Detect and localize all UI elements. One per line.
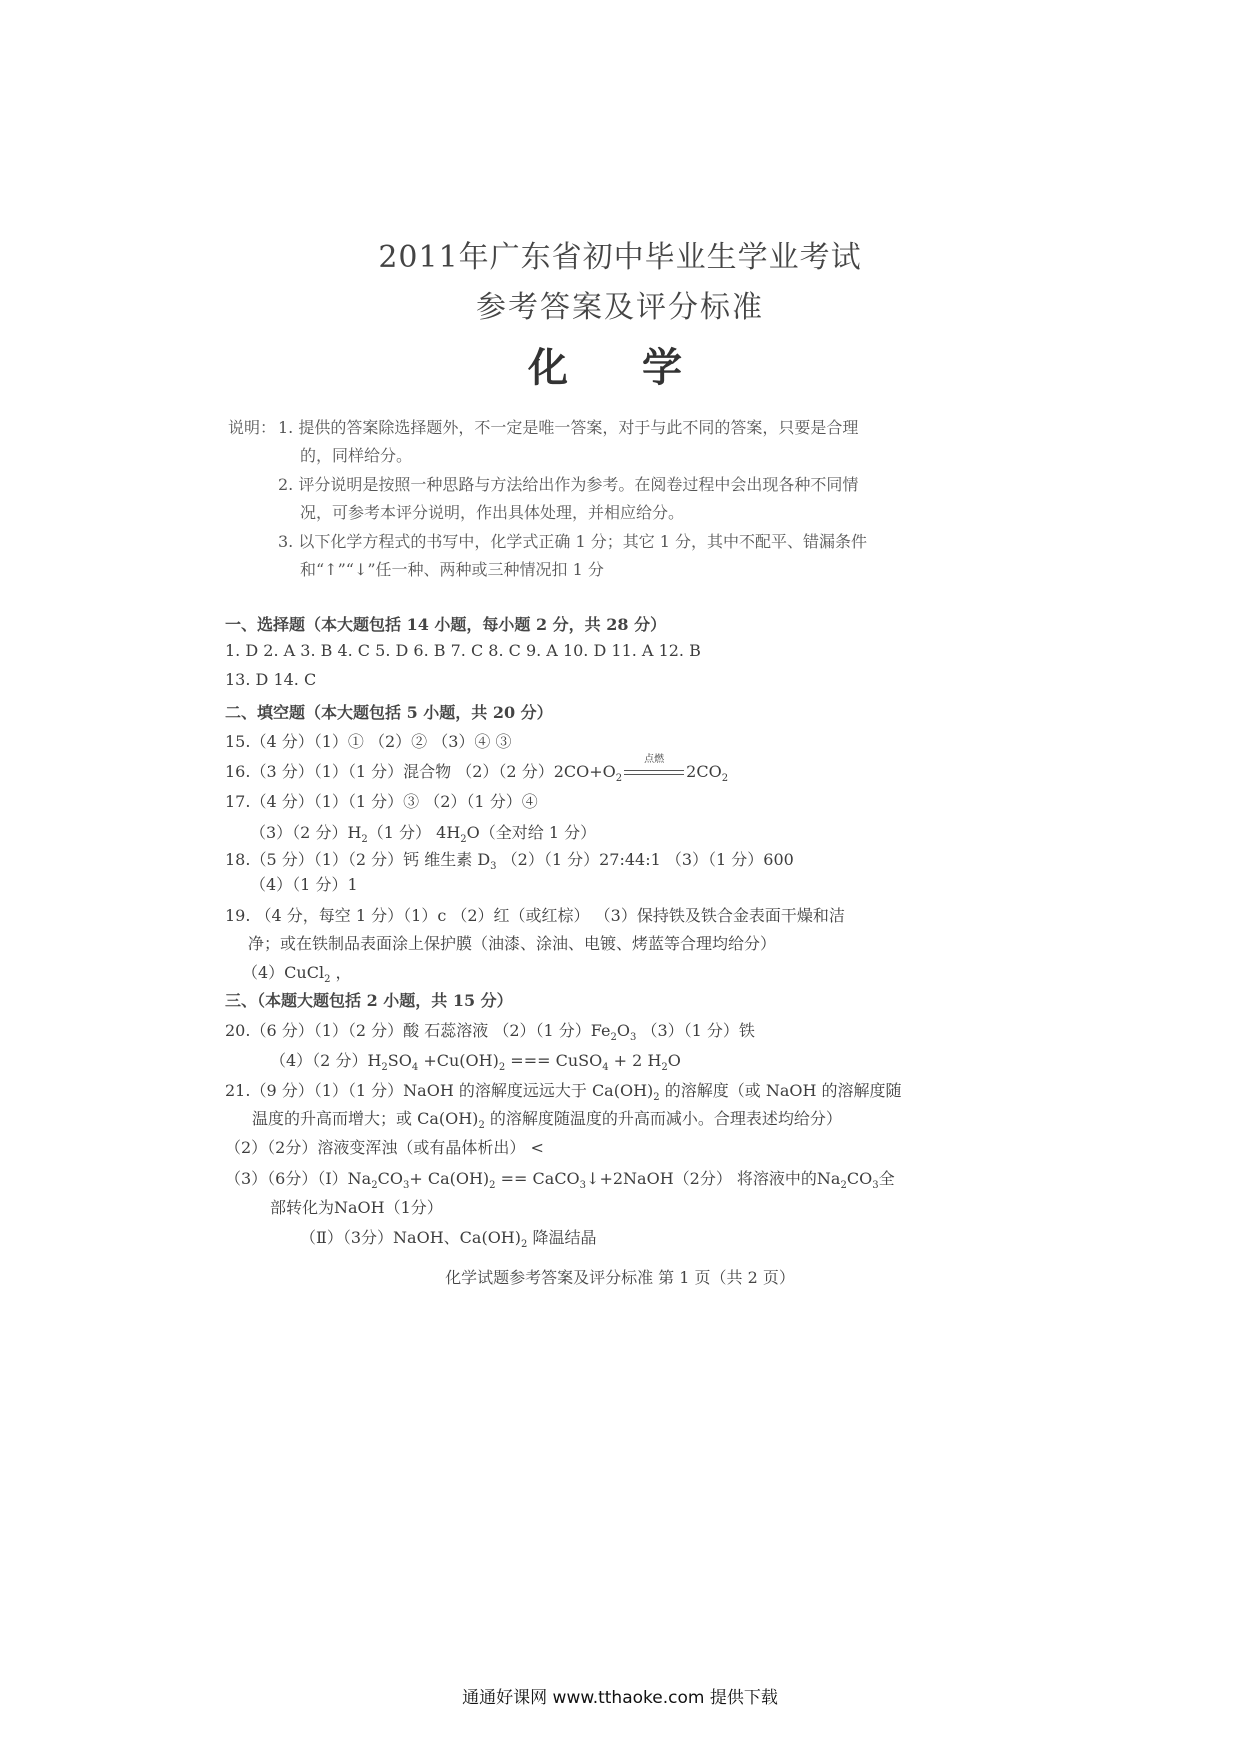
- q20-sub2: 3: [629, 1032, 637, 1044]
- q21-d-6: CO: [846, 1169, 873, 1188]
- q21-d-sub3: 2: [489, 1180, 496, 1192]
- q21-d-3: + Ca(OH): [409, 1169, 490, 1188]
- q21-d-sub1: 2: [371, 1180, 378, 1192]
- q20-part2: O: [616, 1021, 630, 1040]
- note-2-line-2: 况，可参考本评分说明，作出具体处理，并相应给分。: [300, 503, 685, 522]
- q19-answer-line-3: [242, 960, 352, 985]
- q21-a-part1: 21.（9 分）（1）（1 分）NaOH 的溶解度远远大于 Ca(OH): [225, 1081, 654, 1100]
- note-3-line-2: 和“↑”“↓”任一种、两种或三种情况扣 1 分: [300, 560, 604, 579]
- reaction-condition: [622, 754, 686, 781]
- q21-f-1: （Ⅱ）（3分）NaOH、Ca(OH): [300, 1228, 522, 1247]
- q20-eq-sub5: 2: [661, 1062, 668, 1074]
- q21-b-sub: 2: [478, 1120, 485, 1132]
- equals-sign: [624, 770, 684, 775]
- q17-part3: O（全对给 1 分）: [466, 823, 597, 842]
- q21-d-sub2: 3: [402, 1180, 410, 1192]
- q20-answer-line-1: [225, 1018, 755, 1043]
- q21-d-2: CO: [377, 1169, 403, 1188]
- q16-text-part2: 2CO: [686, 762, 722, 781]
- q18-part2: （2）（1 分）27:44:1 （3）（1 分）600: [496, 850, 794, 869]
- mc-answers-row-2: 13. D 14. C: [225, 670, 317, 689]
- section-1-heading: 一、选择题（本大题包括 14 小题，每小题 2 分，共 28 分）: [225, 615, 667, 634]
- q19-answer-line-2: 净；或在铁制品表面涂上保护膜（油漆、涂油、电镀、烤蓝等合理均给分）: [248, 934, 777, 953]
- q20-part3: （3）（1 分）铁: [636, 1021, 755, 1040]
- mc-answers-row-1: 1. D 2. A 3. B 4. C 5. D 6. B 7. C 8. C 9. A 10. D 11. A 12. B: [225, 641, 701, 660]
- q20-eq-sub1: 2: [381, 1062, 388, 1074]
- q20-eq-sub3: 2: [498, 1062, 506, 1074]
- q21-f-2: 降温结晶: [527, 1228, 597, 1247]
- q16-sub: 2: [615, 773, 623, 785]
- q21-d-4: == CaCO: [495, 1169, 580, 1188]
- q18-sub: 3: [490, 861, 497, 873]
- q20-part1: 20.（6 分）（1）（2 分）酸 石蕊溶液 （2）（1 分）Fe: [225, 1021, 611, 1040]
- q21-f-sub: 2: [521, 1239, 528, 1251]
- site-credit: 通通好课网 www.tthaoke.com 提供下载: [462, 1688, 778, 1708]
- q21-d-sub6: 3: [872, 1180, 879, 1192]
- q19-part1: （4）CuCl: [242, 963, 325, 982]
- exam-title: 2011年广东省初中毕业生学业考试: [378, 240, 862, 275]
- q21-b-part2: 的溶解度随温度的升高而减小。合理表述均给分）: [484, 1109, 842, 1128]
- q17-part1: （3）（2 分）H: [250, 823, 362, 842]
- note-1-line-2: 的，同样给分。: [300, 446, 413, 465]
- q21-d-1: （3）（6分）（Ⅰ）Na: [225, 1169, 372, 1188]
- q20-eq-6: O: [667, 1051, 681, 1070]
- q19-part2: ，: [330, 963, 352, 982]
- q17-answer-line-2: [250, 820, 596, 845]
- q21-d-sub5: 2: [840, 1180, 847, 1192]
- q21-answer-line-4: [225, 1166, 895, 1191]
- q20-eq-5: + 2 H: [608, 1051, 662, 1070]
- q21-a-sub: 2: [653, 1092, 660, 1104]
- q15-answer: 15.（4 分）（1）① （2）② （3）④ ③: [225, 732, 512, 751]
- q21-b-part1: 温度的升高而增大；或 Ca(OH): [252, 1109, 479, 1128]
- q20-eq-3: +Cu(OH): [418, 1051, 499, 1070]
- q21-answer-line-2: [252, 1106, 842, 1131]
- q17-part2: （1 分） 4H: [367, 823, 461, 842]
- q17-sub1: 2: [361, 834, 368, 846]
- section-3-heading: 三、（本题大题包括 2 小题，共 15 分）: [225, 991, 513, 1010]
- q20-answer-line-2: [270, 1048, 681, 1073]
- q16-answer: [225, 754, 729, 785]
- page-footer: 化学试题参考答案及评分标准 第 1 页（共 2 页）: [445, 1268, 795, 1287]
- q19-answer-line-1: 19. （4 分，每空 1 分）（1）c （2）红（或红棕） （3）保持铁及铁合金表面干燥和洁: [225, 906, 845, 925]
- q20-eq-sub4: 4: [602, 1062, 609, 1074]
- q19-sub: 2: [324, 974, 331, 986]
- note-2-line-1: 2. 评分说明是按照一种思路与方法给出作为参考。在阅卷过程中会出现各种不同情: [278, 475, 859, 494]
- notes-label: 说明：: [228, 418, 277, 437]
- q21-a-part2: 的溶解度（或 NaOH 的溶解度随: [659, 1081, 902, 1100]
- q18-answer-line-1: [225, 847, 794, 872]
- q18-answer-line-2: （4）（1 分）1: [250, 875, 358, 894]
- note-1-line-1: 1. 提供的答案除选择题外，不一定是唯一答案，对于与此不同的答案，只要是合理: [278, 418, 859, 437]
- q20-eq-4: === CuSO: [505, 1051, 603, 1070]
- q21-answer-line-5: 部转化为NaOH（1分）: [270, 1198, 443, 1217]
- q21-d-sub4: 3: [579, 1180, 587, 1192]
- q21-answer-line-1: [225, 1078, 902, 1103]
- q21-answer-line-3: （2）（2分）溶液变浑浊（或有晶体析出） <: [225, 1138, 544, 1157]
- section-2-heading: 二、填空题（本大题包括 5 小题，共 20 分）: [225, 703, 553, 722]
- q20-eq-2: SO: [387, 1051, 412, 1070]
- q17-answer-line-1: 17.（4 分）（1）（1 分）③ （2）（1 分）④: [225, 792, 538, 811]
- condition-label: 点燃: [644, 754, 665, 765]
- q17-sub2: 2: [460, 834, 467, 846]
- q16-sub-2: 2: [721, 773, 729, 785]
- q21-d-7: 全: [878, 1169, 895, 1188]
- subject-title: 化 学: [528, 344, 712, 391]
- q18-part1: 18.（5 分）（1）（2 分）钙 维生素 D: [225, 850, 491, 869]
- q20-eq-sub2: 4: [411, 1062, 419, 1074]
- q21-answer-line-6: [300, 1225, 596, 1250]
- q21-d-5: ↓+2NaOH（2分） 将溶液中的Na: [586, 1169, 841, 1188]
- q16-text-part1: 16.（3 分）（1）（1 分）混合物 （2）（2 分）2CO+O: [225, 762, 616, 781]
- note-3-line-1: 3. 以下化学方程式的书写中，化学式正确 1 分；其它 1 分，其中不配平、错漏条件: [278, 532, 868, 551]
- exam-subtitle: 参考答案及评分标准: [476, 290, 764, 325]
- q20-sub1: 2: [610, 1032, 617, 1044]
- q20-eq-1: （4）（2 分）H: [270, 1051, 382, 1070]
